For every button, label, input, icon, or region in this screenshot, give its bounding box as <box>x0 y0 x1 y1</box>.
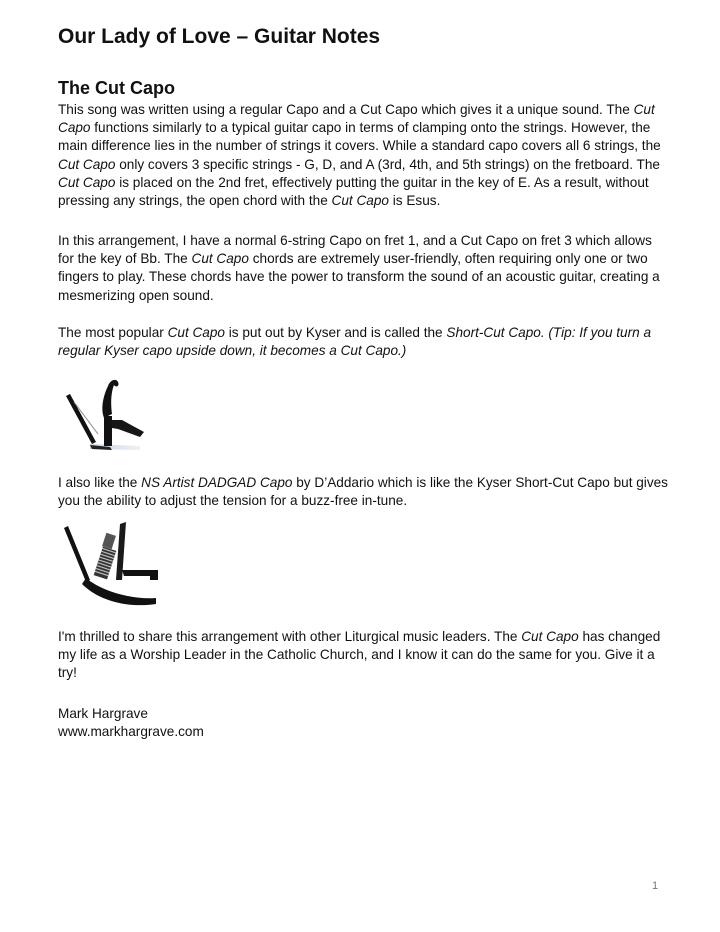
section-heading: The Cut Capo <box>58 78 175 98</box>
italic-text-run: Cut Capo <box>58 102 655 136</box>
text-run: functions similarly to a typical guitar capo in terms of clamping onto the strings. However, the main difference lies in the number of strings it covers. While a standard capo covers all 6 strings, the <box>58 120 661 154</box>
text-run: I'm thrilled to share this arrangement with other Liturgical music leaders. The <box>58 629 522 644</box>
text-run: This song was written using a regular Capo and a Cut Capo which gives it a unique sound. The <box>58 102 634 117</box>
paragraph-closing <box>58 628 668 683</box>
document-title: Our Lady of Love – Guitar Notes <box>58 25 381 48</box>
signature-name: Mark Hargrave <box>58 706 148 721</box>
text-run: is placed on the 2nd fret, effectively putting the guitar in the key of E. As a result, without pressing any strings, the open chord with the <box>58 174 649 209</box>
italic-text-run: Cut Capo <box>167 325 225 340</box>
ns-artist-dadgad-capo-image <box>60 518 165 613</box>
text-run: I also like the <box>58 475 142 490</box>
italic-text-run: Cut Capo <box>58 156 116 172</box>
text-run: is Esus. <box>388 193 441 209</box>
paragraph-arrangement <box>58 232 668 305</box>
italic-text-run: Short-Cut Capo. (Tip: If you turn a regular Kyser capo upside down, it becomes a Cut Capo.) <box>58 325 652 359</box>
text-run: is put out by Kyser and is called the <box>225 325 447 340</box>
text-run: by D’Addario which is like the Kyser Short-Cut Capo but gives you the ability to adjust the tension for a buzz-free in-tune. <box>58 475 668 509</box>
text-run: has changed my life as a Worship Leader in the Catholic Church, and I know it can do the same for you. Give it a try! <box>58 629 661 681</box>
text-run: The most popular <box>58 325 168 340</box>
paragraph-kyser <box>58 324 668 360</box>
italic-text-run: Cut Capo <box>58 174 116 190</box>
paragraph-dadgad <box>58 474 668 510</box>
italic-text-run: NS Artist DADGAD Capo <box>141 475 293 490</box>
italic-text-run: Cut Capo <box>331 193 389 209</box>
paragraph-intro <box>58 101 668 210</box>
italic-text-run: Cut Capo <box>191 251 249 267</box>
signature-block <box>58 705 668 741</box>
signature-website: www.markhargrave.com <box>58 724 204 740</box>
text-run: chords are extremely user-friendly, often requiring only one or two fingers to play. These chords have the power to transform the sound of an acoustic guitar, creating a mesmerizing open sound. <box>58 251 660 303</box>
kyser-short-cut-capo-image <box>60 374 160 456</box>
text-run: In this arrangement, I have a normal 6-string Capo on fret 1, and a Cut Capo on fret 3 which allows for the key of Bb. The <box>58 233 652 267</box>
italic-text-run: Cut Capo <box>521 629 579 644</box>
text-run: only covers 3 specific strings - G, D, and A (3rd, 4th, and 5th strings) on the fretboard. The <box>115 156 660 172</box>
page-number: 1 <box>652 880 659 892</box>
